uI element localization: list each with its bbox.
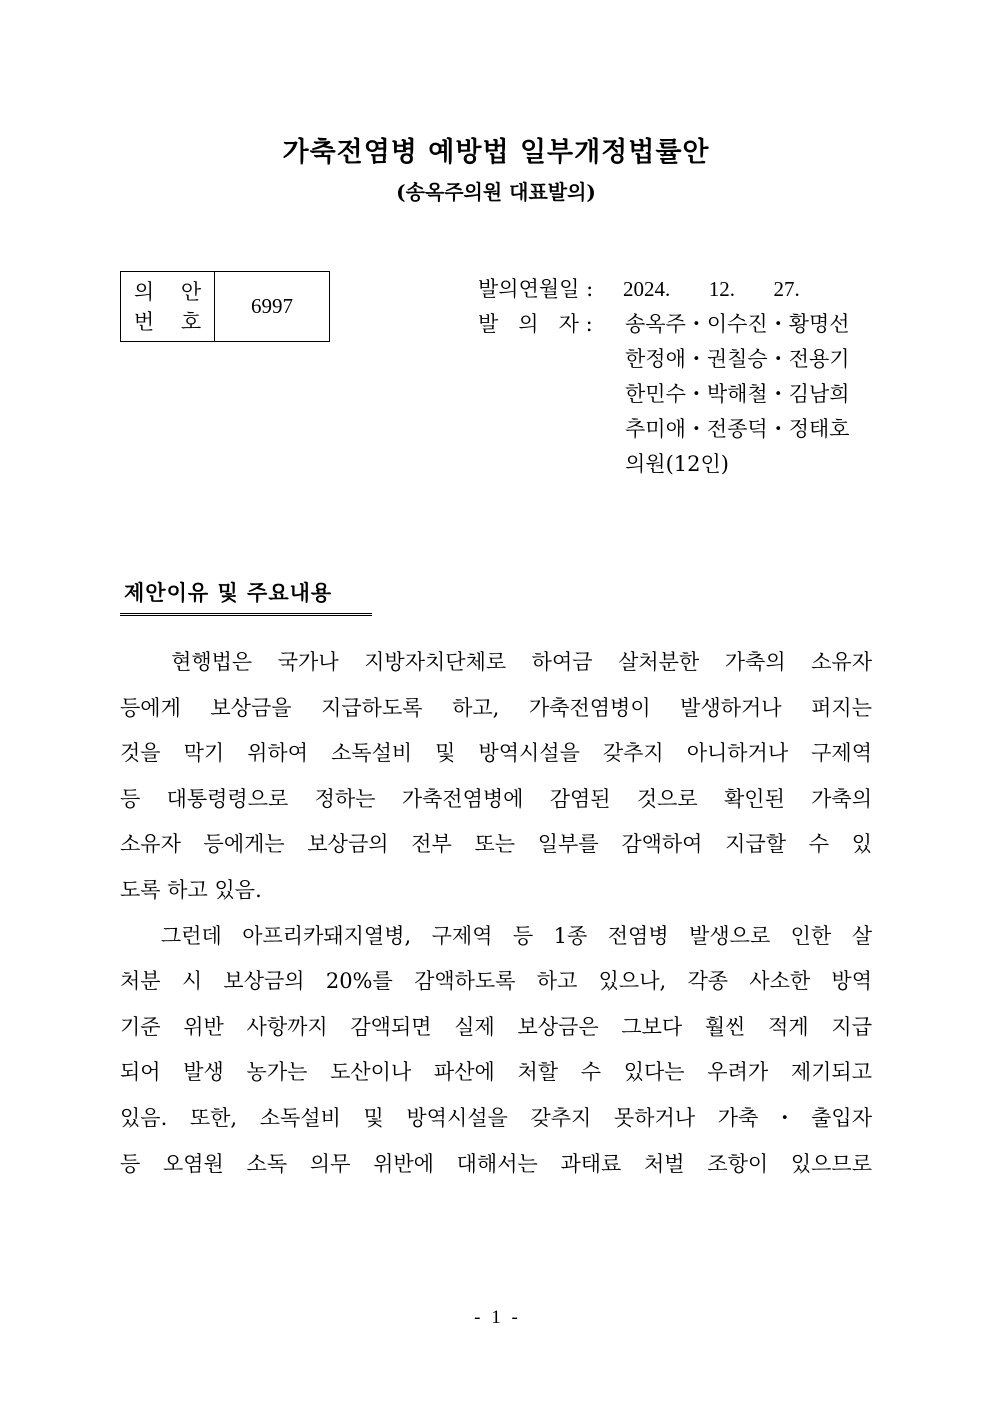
paragraph2-line: 그런데 아프리카돼지열병, 구제역 등 1종 전염병 발생으로 인한 살	[120, 923, 872, 948]
page-number: - 1 -	[474, 1307, 518, 1328]
section-heading: 제안이유 및 주요내용	[120, 577, 372, 616]
proposal-date-label: 발의연월일 :	[478, 277, 594, 301]
paragraph1-line: 등 대통령령으로 정하는 가축전염병에 감염된 것으로 확인된 가축의	[120, 786, 872, 811]
sponsor-list	[625, 307, 850, 482]
paragraph2-line: 등 오염원 소독 의무 위반에 대해서는 과태료 처벌 조항이 있으므로	[120, 1151, 872, 1176]
paragraph1-line: 등에게 보상금을 지급하도록 하고, 가축전염병이 발생하거나 퍼지는	[120, 695, 872, 720]
paragraph1-line: 것을 막기 위하여 소독설비 및 방역시설을 갖추지 아니하거나 구제역	[120, 741, 872, 766]
paragraph2-line: 되어 발생 농가는 도산이나 파산에 처할 수 있다는 우려가 제기되고	[120, 1060, 872, 1085]
body-text	[120, 640, 872, 1187]
sponsor-line: 한정애・권칠승・전용기	[625, 347, 850, 371]
sponsor-line: 송옥주・이수진・황명선	[625, 312, 850, 336]
proposal-date-row	[478, 272, 800, 307]
bill-label-line2: 번 호	[133, 309, 212, 334]
sponsor-line: 추미애・전종덕・정태호	[625, 417, 850, 441]
sponsor-line: 한민수・박해철・김남희	[625, 382, 850, 406]
paragraph1-line: 현행법은 국가나 지방자치단체로 하여금 살처분한 가축의 소유자	[120, 650, 872, 674]
paragraph2-line: 있음. 또한, 소독설비 및 방역시설을 갖추지 못하거나 가축・출입자	[120, 1105, 872, 1130]
proposal-date-value: 2024. 12. 27.	[623, 277, 800, 301]
bill-number-label	[121, 272, 215, 341]
sponsor-label: 발 의 자 :	[478, 312, 593, 336]
paragraph1-line: 소유자 등에게는 보상금의 전부 또는 일부를 감액하여 지급할 수 있	[120, 832, 872, 857]
sponsor-line: 의원(12인)	[625, 452, 729, 476]
paragraph2-line: 기준 위반 사항까지 감액되면 실제 보상금은 그보다 훨씬 적게 지급	[120, 1014, 872, 1039]
bill-number-value: 6997	[251, 294, 293, 318]
bill-number-box	[120, 271, 330, 342]
document-title: 가축전염병 예방법 일부개정법률안	[282, 137, 710, 168]
document-subtitle: (송옥주의원 대표발의)	[396, 180, 596, 204]
bill-label-line1: 의 안	[133, 279, 212, 304]
paragraph2-line: 처분 시 보상금의 20%를 감액하도록 하고 있으나, 각종 사소한 방역	[120, 969, 872, 994]
paragraph1-line: 도록 하고 있음.	[120, 877, 262, 902]
